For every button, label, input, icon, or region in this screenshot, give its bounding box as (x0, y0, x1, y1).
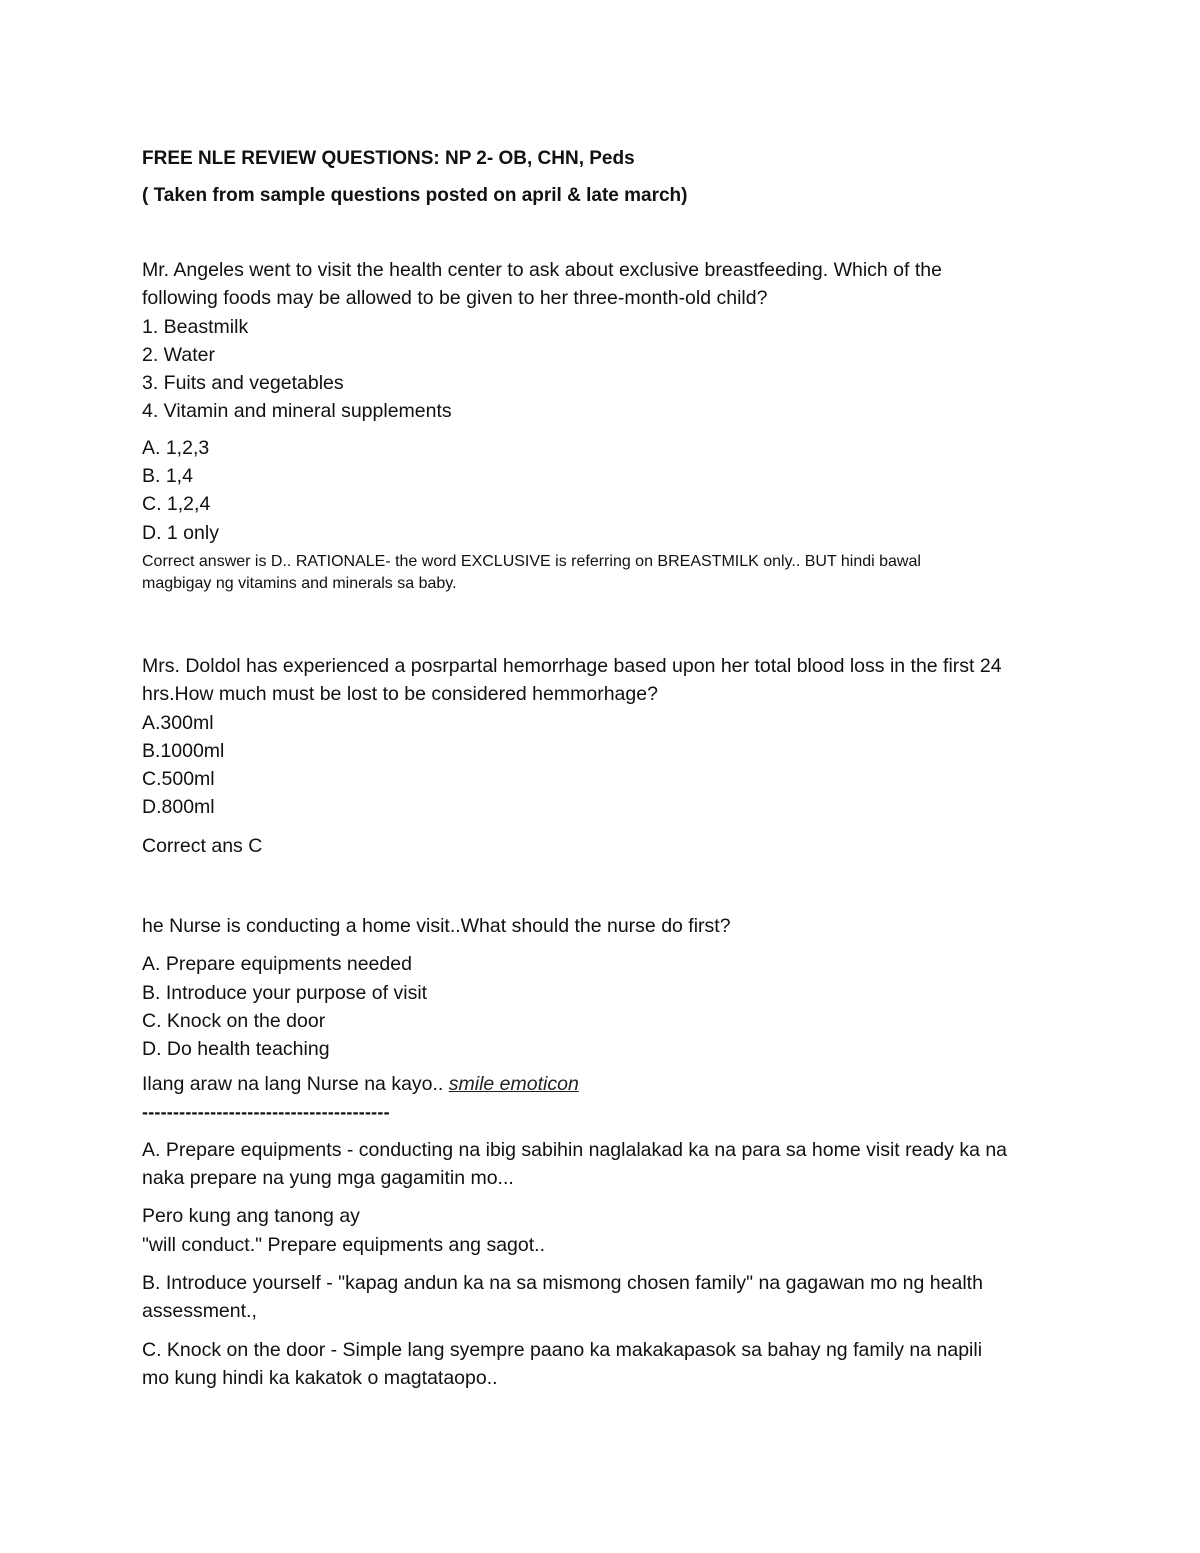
question-3-choice: D. Do health teaching (142, 1038, 330, 1061)
question-2-stem-line-1: Mrs. Doldol has experienced a posrpartal hemorrhage based upon her total blood loss in the first 24 (142, 654, 1002, 677)
question-3-choice: C. Knock on the door (142, 1009, 326, 1032)
question-1-item: 1. Beastmilk (142, 315, 249, 338)
rationale-c-line-2: mo kung hindi ka kakatok o magtataopo.. (142, 1366, 498, 1389)
rationale-a-line-2: naka prepare na yung mga gagamitin mo... (142, 1167, 514, 1190)
question-1-answer-line-1: Correct answer is D.. RATIONALE- the word EXCLUSIVE is referring on BREASTMILK only.. BUT hindi bawal (142, 552, 921, 570)
question-1 (142, 256, 1080, 595)
question-1-choice: D. 1 only (142, 521, 219, 544)
question-1-stem-line-2: following foods may be allowed to be given to her three-month-old child? (142, 287, 768, 310)
rationale-b-line-2: assessment., (142, 1300, 257, 1323)
question-1-item: 4. Vitamin and mineral supplements (142, 400, 452, 423)
question-3-choice: A. Prepare equipments needed (142, 953, 412, 976)
question-1-choice: B. 1,4 (142, 465, 193, 488)
question-1-item: 2. Water (142, 343, 215, 366)
rationale-c-line-1: C. Knock on the door - Simple lang syempre paano ka makakapasok sa bahay ng family na napili (142, 1338, 983, 1361)
question-3 (142, 912, 1080, 1392)
question-1-stem-line-1: Mr. Angeles went to visit the health center to ask about exclusive breastfeeding. Which of the (142, 259, 942, 281)
note-line-1: Pero kung ang tanong ay (142, 1205, 360, 1228)
question-2 (142, 652, 1080, 860)
question-2-choice: C.500ml (142, 768, 215, 791)
document-subtitle: ( Taken from sample questions posted on april & late march) (142, 185, 688, 206)
question-1-choice: C. 1,2,4 (142, 493, 211, 516)
question-1-choice: A. 1,2,3 (142, 436, 210, 459)
question-3-stem: he Nurse is conducting a home visit..What should the nurse do first? (142, 915, 731, 938)
smile-emoticon-link[interactable]: smile emoticon (448, 1072, 579, 1095)
question-2-stem-line-2: hrs.How much must be lost to be considered hemmorhage? (142, 683, 658, 706)
comment-text: Ilang araw na lang Nurse na kayo.. (142, 1072, 449, 1095)
note-line-2: "will conduct." Prepare equipments ang sagot.. (142, 1233, 545, 1256)
document-title: FREE NLE REVIEW QUESTIONS: NP 2- OB, CHN, Peds (142, 148, 635, 169)
question-2-choice: D.800ml (142, 796, 215, 819)
rationale-a-line-1: A. Prepare equipments - conducting na ibig sabihin naglalakad ka na para sa home visit ready ka na (142, 1138, 1008, 1161)
question-2-choice: A.300ml (142, 711, 214, 734)
question-1-item: 3. Fuits and vegetables (142, 372, 344, 395)
question-2-choice: B.1000ml (142, 739, 225, 762)
question-2-answer: Correct ans C (142, 834, 263, 857)
rationale-b-line-1: B. Introduce yourself - "kapag andun ka na sa mismong chosen family" na gagawan mo ng health (142, 1272, 983, 1295)
separator-line: ---------------------------------------- (142, 1101, 390, 1122)
question-3-comment (142, 1070, 1080, 1098)
question-3-choice: B. Introduce your purpose of visit (142, 981, 428, 1004)
question-1-answer-line-2: magbigay ng vitamins and minerals sa baby. (142, 574, 457, 592)
